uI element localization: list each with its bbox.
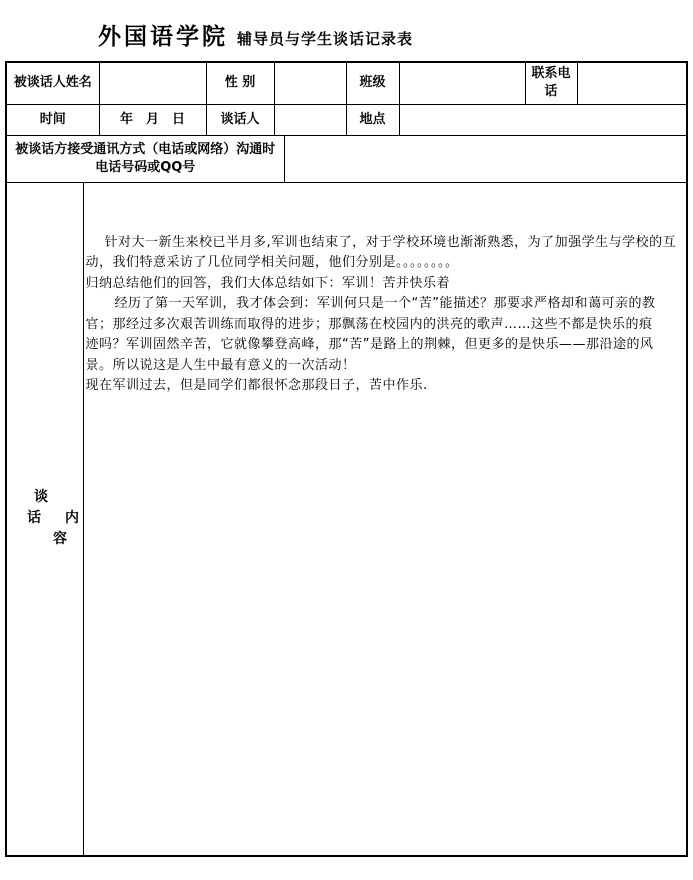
page-title-main: 外国语学院 bbox=[98, 24, 228, 50]
row-contact-method bbox=[6, 135, 687, 182]
content-line: 景。所以说这是人生中最有意义的一次活动！ bbox=[85, 357, 356, 373]
contact-method-label: 被谈话方接受通讯方式（电话或网络）沟通时电话号码或QQ号 bbox=[6, 135, 284, 182]
content-line: 针对大一新生来校已半月多,军训也结束了，对于学校环境也渐渐熟悉，为了加强学生与学校的互 bbox=[104, 234, 677, 250]
date-placeholder-cell[interactable]: 年 月 日 bbox=[99, 104, 206, 135]
location-label: 地点 bbox=[346, 104, 399, 135]
contact-phone-label: 联系电话 bbox=[525, 62, 577, 104]
row-time-place bbox=[6, 104, 687, 135]
class-cell[interactable] bbox=[399, 62, 525, 104]
content-line: 官；那经过多次艰苦训练而取得的进步；那飘荡在校园内的洪亮的歌声……这些不都是快乐的痕 bbox=[85, 316, 653, 332]
class-label: 班级 bbox=[346, 62, 399, 104]
time-label: 时间 bbox=[6, 104, 99, 135]
location-cell[interactable] bbox=[399, 104, 687, 135]
row-interviewee-info bbox=[6, 62, 687, 104]
content-line: 现在军训过去，但是同学们都很怀念那段日子，苦中作乐. bbox=[85, 378, 428, 393]
talk-content-label-stack bbox=[7, 487, 83, 550]
talk-content-label-char: 谈 bbox=[34, 489, 48, 506]
gender-label: 性 别 bbox=[206, 62, 274, 104]
gender-cell[interactable] bbox=[274, 62, 346, 104]
content-line: 动，我们特意采访了几位同学相关问题，他们分别是。。。。。。。。 bbox=[85, 255, 459, 270]
page-title bbox=[98, 18, 413, 51]
talk-content-text bbox=[86, 233, 683, 397]
content-line: 迹吗？军训固然辛苦，它就像攀登高峰，那“苦”是路上的荆棘，但更多的是快乐——那沿途的风 bbox=[85, 337, 654, 352]
page-title-sub: 辅导员与学生谈话记录表 bbox=[237, 30, 414, 48]
talk-content-label-char: 内 bbox=[65, 510, 79, 527]
talk-content-label-char: 容 bbox=[53, 531, 67, 548]
talk-content-label-char: 话 bbox=[27, 510, 41, 527]
talk-record-form-table bbox=[5, 61, 688, 857]
talker-cell[interactable] bbox=[274, 104, 346, 135]
talker-label: 谈话人 bbox=[206, 104, 274, 135]
talk-content-cell[interactable] bbox=[83, 182, 687, 856]
content-line: 经历了第一天军训，我才体会到：军训何只是一个“苦”能描述？那要求严格却和蔼可亲的教 bbox=[114, 296, 656, 311]
interviewee-name-label: 被谈话人姓名 bbox=[6, 62, 99, 104]
talk-content-label bbox=[6, 182, 83, 856]
contact-method-cell[interactable] bbox=[284, 135, 687, 182]
contact-phone-cell[interactable] bbox=[577, 62, 687, 104]
row-talk-content bbox=[6, 182, 687, 856]
content-line: 归纳总结他们的回答，我们大体总结如下：军训！苦并快乐着 bbox=[85, 275, 451, 291]
interviewee-name-cell[interactable] bbox=[99, 62, 206, 104]
